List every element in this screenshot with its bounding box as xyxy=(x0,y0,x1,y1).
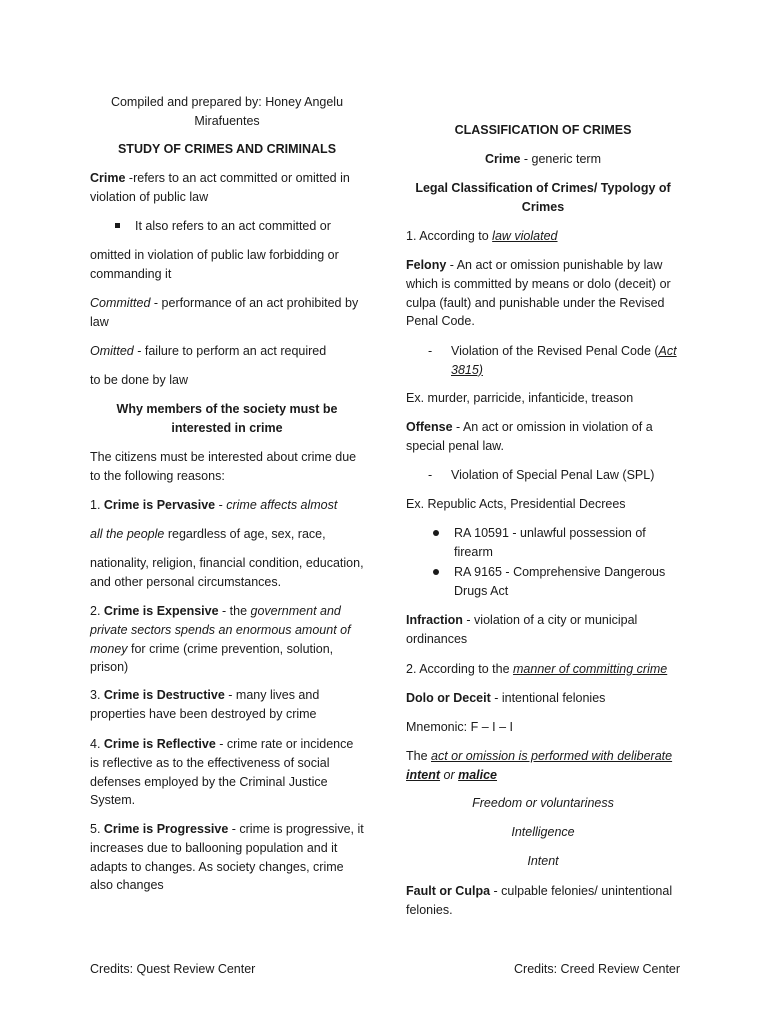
according-1-underline: law violated xyxy=(492,229,558,243)
reason-1-line-3: nationality, religion, financial condition, education, and other personal circumstances. xyxy=(90,556,364,589)
reason-3-term: Crime is Destructive xyxy=(103,688,225,702)
credit-line-1: Compiled and prepared by: Honey Angelu xyxy=(110,95,344,109)
reason-2-number: 2. xyxy=(90,604,104,618)
term-culpa: Fault or Culpa xyxy=(406,884,491,898)
reason-1b-italic: all the people xyxy=(90,527,165,541)
generic-term xyxy=(406,150,680,169)
omitted-definition xyxy=(90,342,364,361)
section-title-why: Why members of the society must be interested in crime xyxy=(116,402,338,435)
committed-definition xyxy=(90,294,364,332)
reason-1-italic: crime affects almost xyxy=(226,498,338,512)
according-2-prefix: 2. According to the xyxy=(406,662,514,676)
reason-1 xyxy=(90,496,364,515)
committed-def-text: - performance of an act prohibited by law xyxy=(90,296,359,329)
offense-def-text: - An act or omission in violation of a special penal law. xyxy=(406,420,653,453)
according-1-prefix: 1. According to xyxy=(406,229,493,243)
offense-definition xyxy=(406,418,680,456)
term-offense: Offense xyxy=(406,420,453,434)
reason-2-rest: for crime (crime prevention, solution, prison) xyxy=(90,641,334,675)
fii-intelligence: Intelligence xyxy=(511,825,575,839)
crime-def-text: -refers to an act committed or omitted in violation of public law xyxy=(90,171,350,204)
reason-2 xyxy=(90,602,364,677)
fii-freedom: Freedom or voluntariness xyxy=(472,796,614,810)
dolo-def-text: - intentional felonies xyxy=(490,691,606,705)
term-felony: Felony xyxy=(406,258,447,272)
credit-line-2: Mirafuentes xyxy=(194,113,260,128)
omitted-def-text: - failure to perform an act required xyxy=(133,344,327,358)
reason-2-sep: - the xyxy=(218,604,251,618)
culpa-def-text: - culpable felonies/ unintentional felonies. xyxy=(406,884,673,917)
section-title-study: STUDY OF CRIMES AND CRIMINALS xyxy=(117,142,337,156)
rpc-text: Violation of the Revised Penal Code ( xyxy=(451,344,659,358)
deliberate-underline: act or omission is performed with deliberate xyxy=(431,749,673,763)
reason-1b-rest: regardless of age, sex, race, xyxy=(164,527,326,541)
term-omitted: Omitted xyxy=(90,344,134,358)
infraction-def-text: - violation of a city or municipal ordinances xyxy=(406,613,638,646)
section-title-classification: CLASSIFICATION OF CRIMES xyxy=(454,123,632,137)
term-committed: Committed xyxy=(90,296,151,310)
reason-1-line-2 xyxy=(90,525,364,544)
malice-word: malice xyxy=(458,767,498,782)
reason-1-term: Crime is Pervasive xyxy=(103,498,216,512)
reason-5-number: 5. xyxy=(90,822,104,836)
list-item-ra9165: RA 9165 - Comprehensive Dangerous Drugs Act xyxy=(406,563,680,601)
term-crime-generic: Crime xyxy=(484,152,521,166)
felony-definition xyxy=(406,256,680,331)
generic-def-text: - generic term xyxy=(520,152,602,166)
infraction-definition xyxy=(406,611,680,649)
footer-credit-left: Credits: Quest Review Center xyxy=(90,962,256,976)
term-infraction: Infraction xyxy=(406,613,463,627)
mnemonic: Mnemonic: F – I – I xyxy=(406,720,513,734)
or-word: or xyxy=(440,767,459,782)
culpa-definition xyxy=(406,882,680,920)
bullet-continuation: omitted in violation of public law forbidding or commanding it xyxy=(90,248,339,281)
reason-5-term: Crime is Progressive xyxy=(103,822,229,836)
reason-2-italic: government and private sectors spends an enormous amount of money xyxy=(90,604,351,656)
dolo-definition xyxy=(406,689,680,708)
according-1 xyxy=(406,227,680,246)
bullet-item: It also refers to an act committed or xyxy=(90,217,364,236)
term-dolo: Dolo or Deceit xyxy=(406,691,491,705)
reason-5 xyxy=(90,820,364,895)
footer-credit-right: Credits: Creed Review Center xyxy=(514,962,681,976)
reason-3 xyxy=(90,686,364,724)
intent-word: intent xyxy=(406,767,441,782)
crime-definition xyxy=(90,169,364,207)
example-felonies: Ex. murder, parricide, infanticide, treason xyxy=(406,391,634,405)
citizens-intro: The citizens must be interested about crime due to the following reasons: xyxy=(90,450,357,483)
felony-def-text: - An act or omission punishable by law which is committed by means or dolo (deceit) or culpa (fault) and punishable under the Revised Penal Code. xyxy=(406,258,671,329)
reason-4 xyxy=(90,735,364,810)
reason-2-term: Crime is Expensive xyxy=(103,604,219,618)
the-prefix: The xyxy=(406,749,432,763)
according-2 xyxy=(406,660,680,679)
rpc-act-ref: Act 3815) xyxy=(451,344,677,377)
reason-3-rest: - many lives and properties have been destroyed by crime xyxy=(90,688,320,721)
reason-4-term: Crime is Reflective xyxy=(103,737,216,751)
section-title-legal: Legal Classification of Crimes/ Typology of Crimes xyxy=(415,181,671,214)
spl-dash-item: - Violation of Special Penal Law (SPL) xyxy=(406,466,680,485)
reason-5-rest: - crime is progressive, it increases due to ballooning population and it adapts to changes. As society changes, crime also changes xyxy=(90,822,364,893)
deliberate-statement xyxy=(406,747,680,785)
fii-intent: Intent xyxy=(527,854,559,868)
reason-3-number: 3. xyxy=(90,688,104,702)
according-2-underline: manner of committing crime xyxy=(513,662,668,676)
rpc-dash-item xyxy=(406,342,680,380)
reason-4-number: 4. xyxy=(90,737,104,751)
list-item-ra10591: RA 10591 - unlawful possession of firearm xyxy=(406,524,680,562)
reason-1-sep: - xyxy=(215,498,227,512)
reason-4-rest: - crime rate or incidence is reflective as to the effectiveness of social defenses employed by the Criminal Justice System. xyxy=(90,737,354,808)
term-crime: Crime xyxy=(90,171,126,185)
reason-1-number: 1. xyxy=(90,498,104,512)
example-offenses: Ex. Republic Acts, Presidential Decrees xyxy=(406,497,626,511)
compiler-credit xyxy=(90,93,364,131)
omitted-continuation: to be done by law xyxy=(90,373,188,387)
